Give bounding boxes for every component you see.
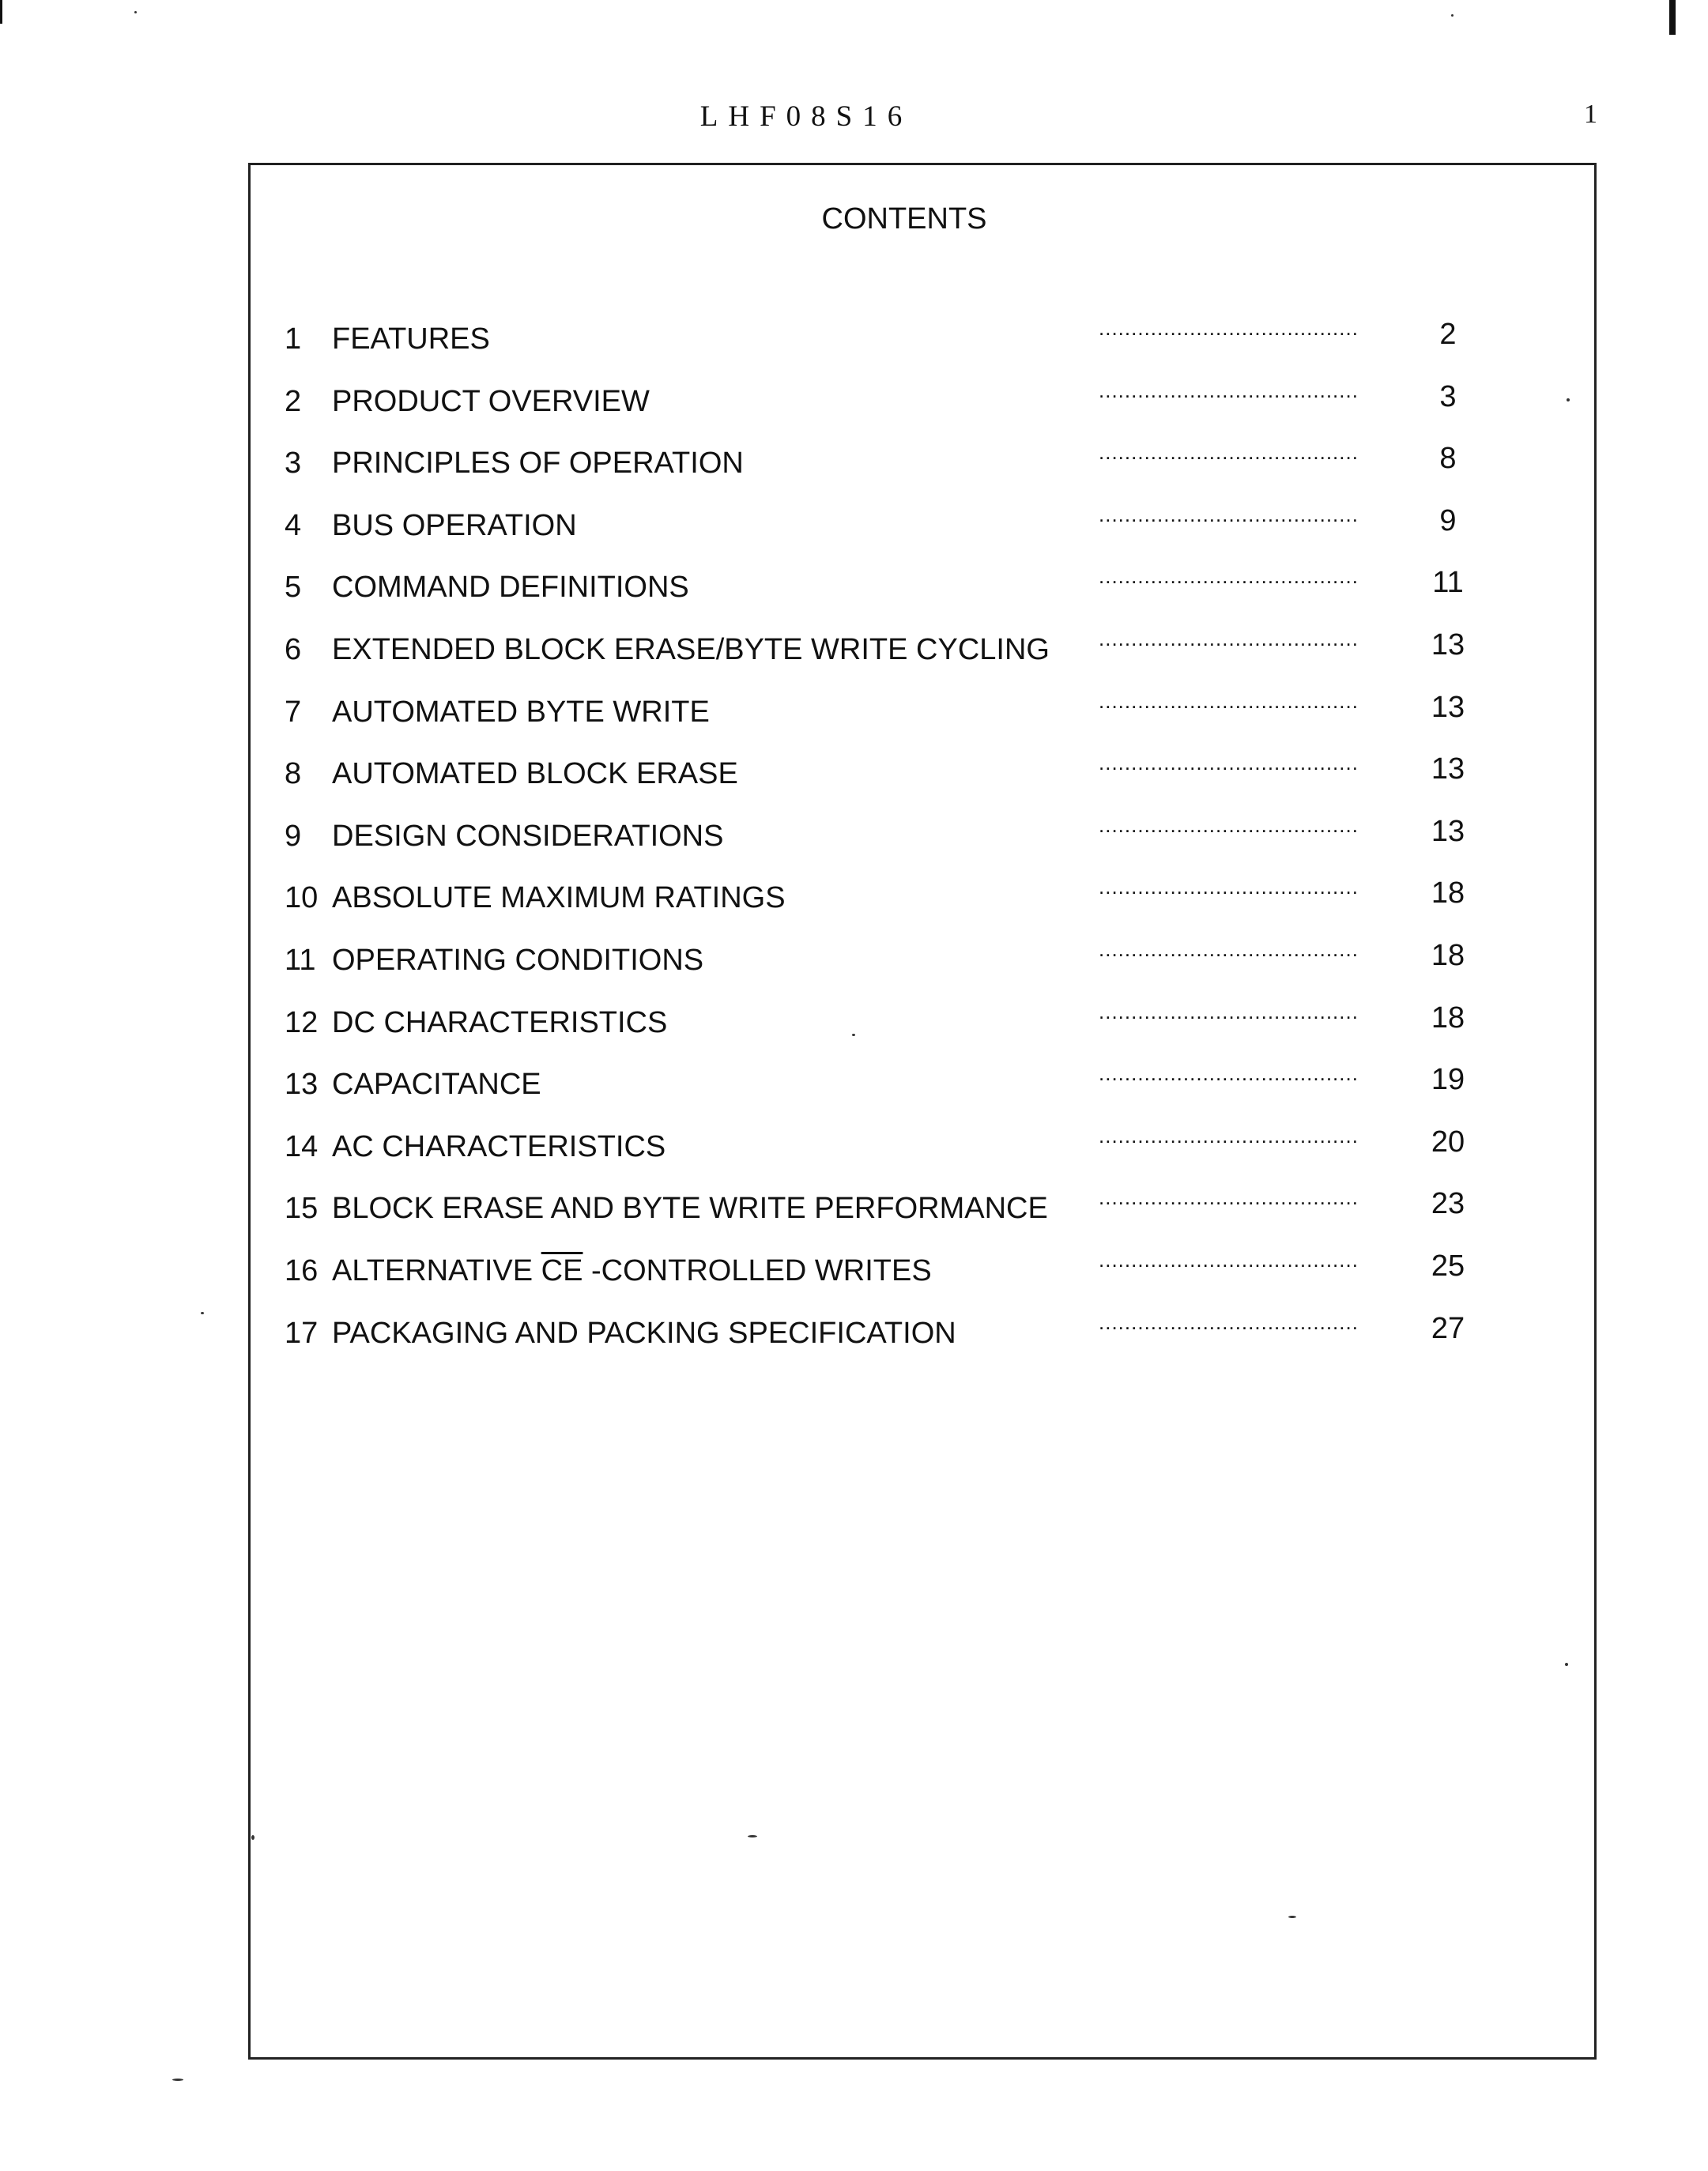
toc-row: [285, 1185, 1486, 1254]
toc-leader-dots: ........................................: [1099, 378, 1359, 402]
toc-row: [285, 1247, 1486, 1317]
toc-row: [285, 937, 1486, 1006]
toc-row: [285, 316, 1486, 385]
toc-page-number: 11: [1432, 566, 1464, 600]
toc-leader-dots: ........................................: [1099, 1247, 1359, 1272]
toc-section-number: 9: [285, 819, 302, 853]
toc-section-number: 11: [285, 943, 316, 977]
scan-speck: [852, 1034, 855, 1036]
toc-row: [285, 875, 1486, 944]
toc-page-number: 18: [1431, 876, 1465, 910]
ce-overlined-signal: $\overline{CE}$: [541, 1253, 583, 1287]
toc-page-number: 13: [1431, 690, 1465, 724]
toc-section-number: 13: [285, 1068, 319, 1102]
toc-row: [285, 564, 1486, 633]
toc-section-title: PRINCIPLES OF OPERATION: [332, 447, 744, 481]
toc-leader-dots: ........................................: [1099, 440, 1359, 465]
scan-speck: [1567, 398, 1570, 401]
scan-speck: [1451, 14, 1453, 17]
toc-leader-dots: ........................................: [1099, 316, 1359, 340]
toc-leader-dots: ........................................: [1099, 751, 1359, 775]
toc-section-title: [332, 1254, 932, 1288]
toc-page-number: 13: [1431, 814, 1465, 848]
toc-row: [285, 378, 1486, 447]
toc-section-number: 5: [285, 571, 302, 605]
scan-edge-mark: [1669, 0, 1676, 35]
toc-section-number: 7: [285, 695, 302, 729]
scan-speck: [201, 1312, 204, 1314]
scan-speck: [251, 1835, 255, 1840]
toc-row: [285, 1123, 1486, 1193]
toc-section-title: PACKAGING AND PACKING SPECIFICATION: [332, 1316, 956, 1350]
toc-section-number: 6: [285, 632, 302, 666]
toc-page-number: 13: [1431, 752, 1465, 786]
toc-section-title: EXTENDED BLOCK ERASE/BYTE WRITE CYCLING: [332, 632, 1050, 666]
toc-section-title: BLOCK ERASE AND BYTE WRITE PERFORMANCE: [332, 1192, 1048, 1226]
scan-speck: [748, 1835, 757, 1837]
toc-leader-dots: ........................................: [1099, 812, 1359, 837]
document-code: LHF08S16: [699, 100, 913, 133]
toc-section-number: 15: [285, 1192, 319, 1226]
toc-section-title: ABSOLUTE MAXIMUM RATINGS: [332, 881, 786, 915]
toc-leader-dots: ........................................: [1099, 999, 1359, 1023]
toc-leader-dots: ........................................: [1099, 564, 1359, 589]
toc-page-number: 18: [1431, 1001, 1465, 1035]
page-number: 1: [1584, 100, 1597, 129]
scan-speck: [172, 2079, 183, 2081]
scan-speck: [134, 11, 137, 13]
toc-row: [285, 1061, 1486, 1130]
toc-row: [285, 812, 1486, 882]
toc-page-number: 8: [1439, 442, 1457, 476]
toc-section-number: 17: [285, 1316, 319, 1350]
toc-section-title: CAPACITANCE: [332, 1068, 541, 1102]
toc-section-title: COMMAND DEFINITIONS: [332, 571, 689, 605]
toc-leader-dots: ........................................: [1099, 626, 1359, 650]
toc-row: [285, 502, 1486, 571]
toc-section-title: BUS OPERATION: [332, 508, 577, 542]
toc-section-title: AC CHARACTERISTICS: [332, 1129, 666, 1163]
toc-row: [285, 751, 1486, 820]
toc-section-title: OPERATING CONDITIONS: [332, 943, 704, 977]
toc-leader-dots: ........................................: [1099, 1061, 1359, 1086]
toc-page-number: 18: [1431, 938, 1465, 972]
toc-section-title: PRODUCT OVERVIEW: [332, 384, 650, 418]
toc-section-number: 2: [285, 384, 302, 418]
toc-page-number: 3: [1439, 379, 1457, 413]
toc-section-title: DESIGN CONSIDERATIONS: [332, 819, 724, 853]
table-of-contents: [285, 316, 1486, 1378]
toc-leader-dots: ........................................: [1099, 688, 1359, 713]
toc-section-number: 14: [285, 1129, 319, 1163]
toc-title-suffix: -CONTROLLED WRITES: [583, 1253, 932, 1287]
toc-leader-dots: ........................................: [1099, 1185, 1359, 1210]
contents-title: CONTENTS: [821, 202, 987, 236]
toc-page-number: 25: [1431, 1249, 1465, 1283]
toc-page-number: 23: [1431, 1187, 1465, 1221]
toc-title-prefix: ALTERNATIVE: [332, 1253, 541, 1287]
toc-row: [285, 999, 1486, 1069]
toc-leader-dots: ........................................: [1099, 1123, 1359, 1148]
toc-page-number: 20: [1431, 1125, 1465, 1159]
toc-section-title: AUTOMATED BYTE WRITE: [332, 695, 710, 729]
toc-row: [285, 1310, 1486, 1379]
toc-page-number: 9: [1439, 503, 1457, 537]
toc-leader-dots: ........................................: [1099, 1310, 1359, 1334]
toc-section-title: FEATURES: [332, 322, 490, 356]
toc-page-number: 19: [1431, 1063, 1465, 1097]
toc-section-number: 12: [285, 1005, 319, 1039]
toc-section-number: 8: [285, 757, 302, 791]
scan-speck: [1565, 1663, 1568, 1666]
toc-page-number: 27: [1431, 1311, 1465, 1345]
toc-section-number: 4: [285, 508, 302, 542]
toc-row: [285, 440, 1486, 509]
toc-section-number: 10: [285, 881, 319, 915]
scan-speck: [1288, 1916, 1296, 1918]
toc-leader-dots: ........................................: [1099, 502, 1359, 526]
toc-section-number: 16: [285, 1253, 319, 1287]
scan-edge-mark: [0, 0, 2, 24]
toc-section-number: 3: [285, 447, 302, 481]
toc-leader-dots: ........................................: [1099, 875, 1359, 899]
toc-section-title: DC CHARACTERISTICS: [332, 1005, 668, 1039]
toc-section-title: AUTOMATED BLOCK ERASE: [332, 757, 738, 791]
toc-section-number: 1: [285, 322, 302, 356]
toc-page-number: 2: [1439, 318, 1457, 351]
toc-page-number: 13: [1431, 628, 1465, 661]
toc-row: [285, 626, 1486, 695]
toc-leader-dots: ........................................: [1099, 937, 1359, 961]
toc-row: [285, 688, 1486, 758]
